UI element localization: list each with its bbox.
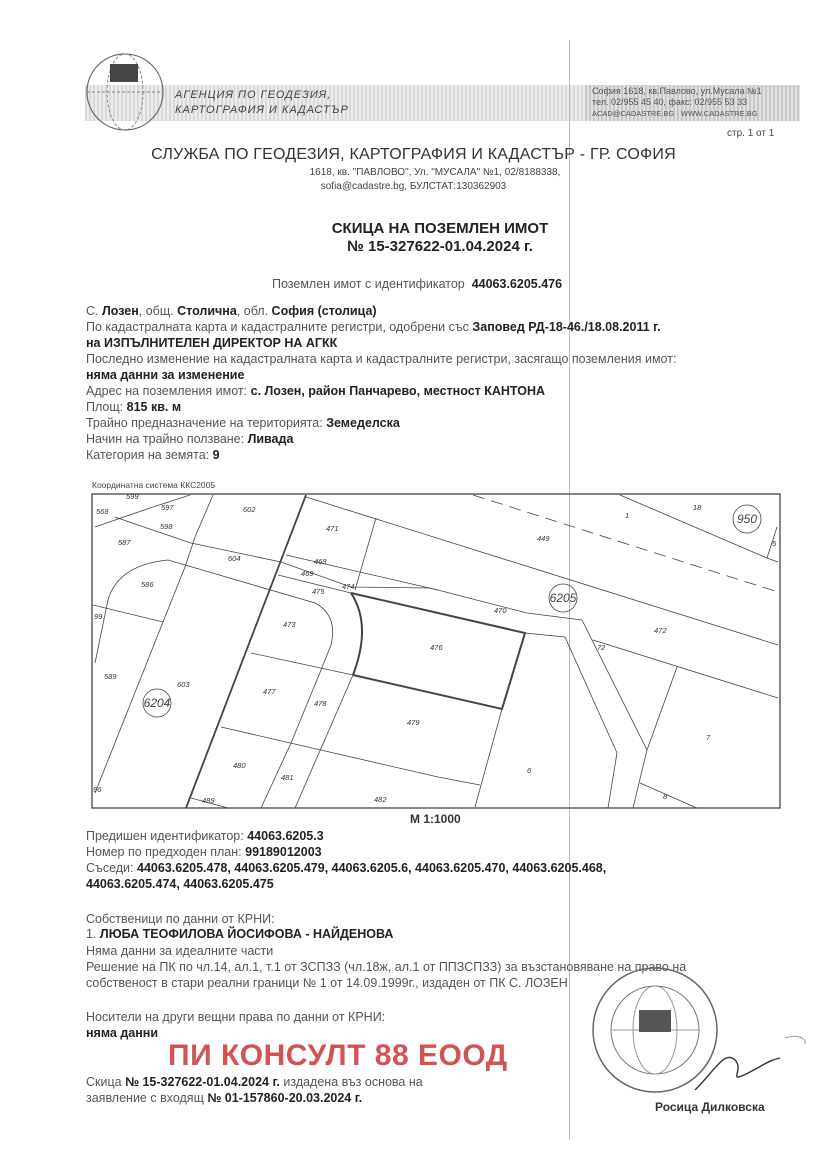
- village: Лозен: [101, 304, 139, 318]
- issued-suffix: издадена въз основа на: [283, 1075, 423, 1089]
- subject-parcel-curve: [351, 593, 362, 675]
- usage-label: Начин на трайно ползване:: [86, 432, 245, 446]
- parcel-label-449: 449: [537, 534, 550, 543]
- parcel-label-471: 471: [326, 524, 339, 533]
- prev-plan-label: Номер по предходен план:: [86, 845, 242, 859]
- coordinate-system: Координатна система ККС2005: [92, 480, 216, 490]
- approved-by: на ИЗПЪЛНИТЕЛЕН ДИРЕКТОР НА АГКК: [86, 336, 338, 350]
- office-title: СЛУЖБА ПО ГЕОДЕЗИЯ, КАРТОГРАФИЯ И КАДАСТЪР - ГР. СОФИЯ: [151, 146, 676, 163]
- boundary-line: [306, 497, 778, 645]
- owner-number: 1.: [86, 927, 97, 941]
- prev-id-value: 44063.6205.3: [247, 829, 324, 843]
- parcel-label-99: 99: [94, 612, 103, 621]
- document-title: СКИЦА НА ПОЗЕМЛЕН ИМОТ: [331, 220, 549, 237]
- parcel-label-468: 468: [314, 557, 327, 566]
- parcel-label-479: 479: [407, 718, 420, 727]
- boundary-line: [221, 727, 480, 785]
- prev-plan-row: [86, 845, 322, 859]
- boundary-line: [640, 783, 697, 808]
- issued-row: [86, 1075, 423, 1089]
- identifier-value: 44063.6205.476: [471, 277, 563, 291]
- request-prefix: заявление с входящ: [86, 1091, 204, 1105]
- parcel-label-474: 474: [342, 582, 355, 591]
- boundary-line: [93, 605, 163, 622]
- parcel-label-473: 473: [283, 620, 296, 629]
- office-address: 1618, кв. "ПАВЛОВО", Ул. "МУСАЛА" №1, 02/8188338,: [309, 167, 561, 178]
- parcel-label-589: 589: [104, 672, 117, 681]
- owner-row: [86, 927, 393, 941]
- parcel-label-586: 586: [141, 580, 154, 589]
- parcel-label-598: 598: [160, 522, 173, 531]
- parcel-label-599: 599: [126, 492, 139, 501]
- approval-order: Заповед РД-18-46./18.08.2011 г.: [472, 320, 661, 334]
- address-value: с. Лозен, район Панчарево, местност КАНТОНА: [250, 384, 546, 398]
- boundary-curve: [95, 560, 333, 808]
- boundary-line: [475, 709, 502, 807]
- thick-boundary-line: [186, 495, 306, 808]
- zone-label-950: 950: [736, 512, 758, 526]
- parcel-label-472: 472: [654, 626, 667, 635]
- region-prefix: , обл.: [236, 304, 269, 318]
- page-number: стр. 1 от 1: [727, 128, 775, 139]
- municipality-prefix: , общ.: [138, 304, 174, 318]
- boundary-line: [95, 495, 213, 793]
- boundary-line: [295, 675, 353, 808]
- last-change: няма данни за изменение: [86, 368, 245, 382]
- last-change-label: Последно изменение на кадастралната карта и кадастралните регистри, засягащо поземления имот:: [86, 352, 677, 366]
- decision-line1: Решение на ПК по чл.14, ал.1, т.1 от ЗСПЗЗ (чл.18ж, ал.1 от ППЗСПЗЗ) за възстановяване на право на: [86, 960, 687, 974]
- parcel-label-5: 5: [772, 539, 777, 548]
- area-value: 815 кв. м: [126, 400, 182, 414]
- neighbours-line2: 44063.6205.474, 44063.6205.475: [86, 877, 274, 891]
- zone-label-6205: 6205: [549, 591, 577, 605]
- parcel-label-602: 602: [243, 505, 256, 514]
- area-label: Площ:: [86, 400, 124, 414]
- watermark: ПИ КОНСУЛТ 88 ЕООД: [168, 1039, 508, 1072]
- identifier-label: Поземлен имот с идентификатор: [272, 277, 465, 291]
- document-number: № 15-327622-01.04.2024 г.: [347, 238, 533, 255]
- prev-plan-value: 99189012003: [245, 845, 322, 859]
- parcel-label-489: 489: [202, 796, 215, 805]
- parcel-label-7: 7: [706, 733, 711, 742]
- issued-number: № 15-327622-01.04.2024 г.: [125, 1075, 280, 1089]
- parcel-label-604: 604: [228, 554, 241, 563]
- parcel-label-478: 478: [314, 699, 327, 708]
- neighbours-row: [86, 861, 606, 875]
- issued-prefix: Скица: [86, 1075, 122, 1089]
- parcel-label-597: 597: [161, 503, 174, 512]
- parcel-label-96: 96: [93, 785, 102, 794]
- decision-line2: собственост в стари реални граници № 1 от 14.09.1999г., издаден от ПК С. ЛОЗЕН: [86, 976, 568, 990]
- request-row: [86, 1091, 362, 1105]
- village-prefix: С.: [86, 304, 99, 318]
- request-number: № 01-157860-20.03.2024 г.: [207, 1091, 363, 1105]
- neighbours-line1: 44063.6205.478, 44063.6205.479, 44063.6205.6, 44063.6205.470, 44063.6205.468,: [137, 861, 607, 875]
- parcel-label-587: 587: [118, 538, 131, 547]
- contact-line3: ACAD@CADASTRE.BG · WWW.CADASTRE.BG: [592, 109, 758, 118]
- neighbours-label: Съседи:: [86, 861, 134, 875]
- owner-name: ЛЮБА ТЕОФИЛОВА ЙОСИФОВА - НАЙДЕНОВА: [99, 927, 394, 941]
- contact-line2: тел. 02/955 45 40, факс: 02/955 53 33: [592, 97, 748, 107]
- category-label: Категория на земята:: [86, 448, 210, 462]
- agency-name-line2: КАРТОГРАФИЯ И КАДАСТЪР: [175, 104, 349, 116]
- parcel-label-1: 1: [625, 511, 630, 520]
- contact-line1: София 1618, кв.Павлово, ул.Мусала №1: [592, 86, 762, 96]
- owners-label: Собственици по данни от КРНИ:: [86, 912, 275, 926]
- parcel-label-475: 475: [312, 587, 325, 596]
- parcel-label-72: 72: [597, 643, 606, 652]
- approval-label: По кадастралната карта и кадастралните регистри, одобрени със: [86, 320, 469, 334]
- parcel-label-568: 568: [96, 507, 109, 516]
- parcel-label-469: 469: [301, 569, 314, 578]
- parcel-label-481: 481: [281, 773, 294, 782]
- boundary-line: [593, 640, 778, 698]
- parcel-label-476: 476: [430, 643, 443, 652]
- road-edge-line: [525, 633, 617, 808]
- parcel-label-470: 470: [494, 606, 507, 615]
- parcel-label-477: 477: [263, 687, 276, 696]
- office-email: sofia@cadastre.bg, БУЛСТАТ:130362903: [320, 181, 507, 192]
- agency-name-line1: АГЕНЦИЯ ПО ГЕОДЕЗИЯ,: [175, 89, 332, 101]
- owner-shares: Няма данни за идеалните части: [86, 944, 274, 958]
- prev-id-label: Предишен идентификатор:: [86, 829, 244, 843]
- purpose-value: Земеделска: [326, 416, 400, 430]
- official-stamp-icon: [575, 960, 815, 1110]
- signatory-name: Росица Дилковска: [655, 1100, 765, 1114]
- prev-id-row: [86, 829, 324, 843]
- category-value: 9: [212, 448, 220, 462]
- boundary-line: [251, 653, 353, 675]
- parcel-label-8: 8: [663, 792, 668, 801]
- road-edge-line: [115, 517, 647, 808]
- address-label: Адрес на поземления имот:: [86, 384, 248, 398]
- other-rights-value: няма данни: [86, 1026, 159, 1040]
- region: София (столица): [271, 304, 377, 318]
- municipality: Столична: [177, 304, 237, 318]
- zone-label-6204: 6204: [143, 696, 171, 710]
- map-scale: М 1:1000: [410, 812, 461, 826]
- boundary-line: [95, 495, 190, 527]
- parcel-label-480: 480: [233, 761, 246, 770]
- purpose-label: Трайно предназначение на територията:: [86, 416, 323, 430]
- parcel-label-6: 6: [527, 766, 532, 775]
- parcel-label-603: 603: [177, 680, 190, 689]
- other-rights-label: Носители на други вещни права по данни от КРНИ:: [86, 1010, 386, 1024]
- boundary-line: [647, 667, 677, 750]
- parcel-label-18: 18: [693, 503, 702, 512]
- usage-value: Ливада: [247, 432, 294, 446]
- parcel-label-482: 482: [374, 795, 387, 804]
- boundary-line: [355, 518, 376, 590]
